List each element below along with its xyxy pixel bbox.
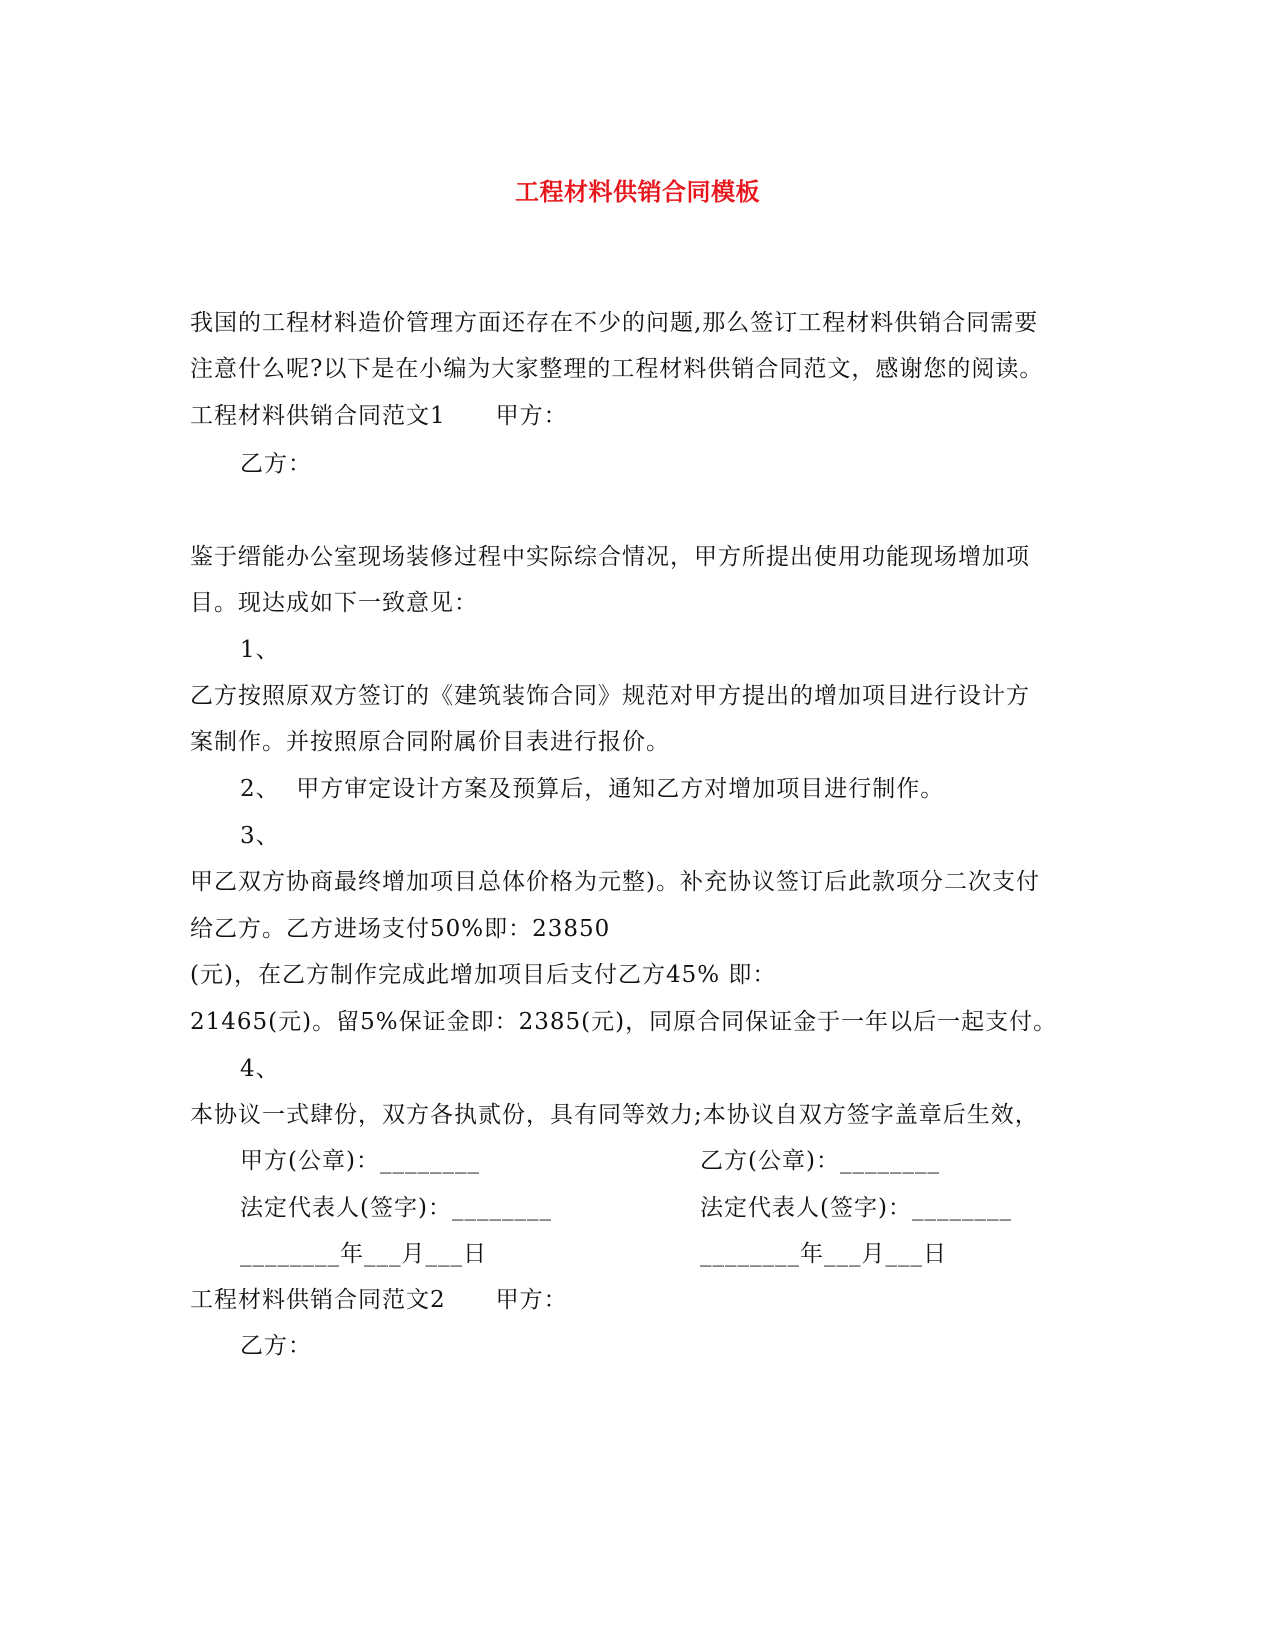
party-a-representative: 法定代表人(签字)：________	[240, 1195, 552, 1221]
sample1-heading: 工程材料供销合同范文1	[190, 403, 446, 429]
clause3-line-2: 给乙方。乙方进场支付50%即：23850	[190, 916, 611, 942]
party-b-representative: 法定代表人(签字)：________	[700, 1195, 1012, 1221]
party-a-date: ________年___月___日	[240, 1241, 487, 1267]
intro-line-2: 注意什么呢?以下是在小编为大家整理的工程材料供销合同范文，感谢您的阅读。	[190, 356, 1044, 382]
clause1-line-1: 乙方按照原双方签订的《建筑装饰合同》规范对甲方提出的增加项目进行设计方	[190, 683, 1030, 709]
sample1-heading-row	[190, 401, 568, 431]
preamble-line-2: 目。现达成如下一致意见：	[190, 590, 478, 616]
sample1-party-a: 甲方：	[495, 403, 568, 429]
clause2-text: 2、 甲方审定设计方案及预算后，通知乙方对增加项目进行制作。	[240, 776, 945, 802]
sample2-heading-row	[190, 1285, 568, 1315]
clause1-number: 1、	[240, 637, 280, 663]
clause4-number: 4、	[240, 1056, 280, 1082]
clause1-line-2: 案制作。并按照原合同附属价目表进行报价。	[190, 729, 670, 755]
intro-line-1: 我国的工程材料造价管理方面还存在不少的问题,那么签订工程材料供销合同需要	[190, 310, 1039, 336]
clause4-line-1: 本协议一式肆份，双方各执贰份，具有同等效力;本协议自双方签字盖章后生效，	[190, 1102, 1039, 1128]
preamble-line-1: 鉴于缙能办公室现场装修过程中实际综合情况，甲方所提出使用功能现场增加项	[190, 544, 1030, 570]
clause3-line-4: 21465(元)。留5%保证金即：2385(元)，同原合同保证金于一年以后一起支付。	[190, 1009, 1058, 1035]
party-b-seal: 乙方(公章)：________	[700, 1148, 940, 1174]
party-b-date: ________年___月___日	[700, 1241, 947, 1267]
sample2-party-a: 甲方：	[495, 1287, 568, 1313]
sample2-heading: 工程材料供销合同范文2	[190, 1287, 446, 1313]
document-title: 工程材料供销合同模板	[515, 177, 760, 206]
sample1-party-b: 乙方：	[240, 451, 312, 477]
clause3-line-1: 甲乙双方协商最终增加项目总体价格为元整)。补充协议签订后此款项分二次支付	[190, 869, 1040, 895]
sample2-party-b: 乙方：	[240, 1333, 312, 1359]
clause3-number: 3、	[240, 823, 280, 849]
clause3-line-3: (元)，在乙方制作完成此增加项目后支付乙方45% 即：	[190, 962, 777, 988]
party-a-seal: 甲方(公章)：________	[240, 1148, 480, 1174]
